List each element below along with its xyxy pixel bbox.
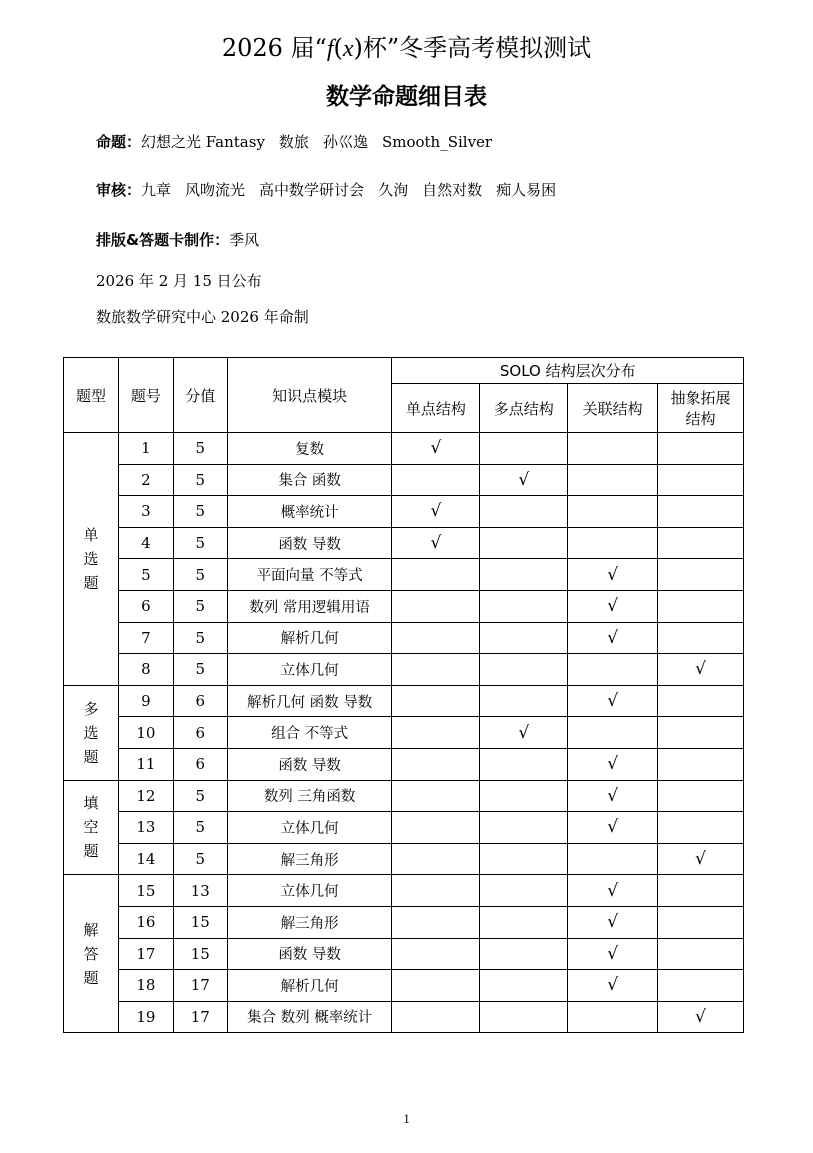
score-cell: 13 [173, 875, 227, 907]
knowledge-cell: 立体几何 [227, 875, 392, 907]
check-mark-icon: √ [607, 912, 619, 933]
question-number-cell: 5 [118, 559, 173, 591]
category-char: 选 [83, 549, 99, 568]
score-cell: 15 [173, 938, 227, 970]
knowledge-cell: 组合 不等式 [227, 717, 392, 749]
level-cell [658, 812, 744, 844]
check-mark-icon: √ [607, 627, 619, 648]
check-mark-icon: √ [695, 1006, 706, 1027]
reviewer-label: 审核： [96, 181, 142, 199]
level-cell [480, 685, 568, 717]
knowledge-cell: 函数 导数 [227, 938, 392, 970]
reviewer-name: 自然对数 [422, 181, 483, 199]
table-row [64, 527, 744, 559]
level-cell [658, 654, 744, 686]
header-level-single: 单点结构 [392, 384, 480, 433]
layout-line [96, 229, 259, 250]
level-cell [480, 717, 568, 749]
score-cell: 5 [173, 464, 227, 496]
knowledge-cell: 集合 数列 概率统计 [227, 1001, 392, 1033]
question-number-cell: 15 [118, 875, 173, 907]
check-mark-icon: √ [607, 691, 619, 712]
knowledge-cell: 函数 导数 [227, 748, 392, 780]
proposer-label: 命题： [96, 133, 142, 151]
level-cell [658, 780, 744, 812]
category-char: 解 [83, 920, 99, 939]
level-cell [392, 496, 480, 528]
category-cell [64, 780, 119, 875]
reviewer-names [141, 181, 570, 199]
title-x-symbol: x [342, 36, 354, 62]
level-cell [392, 1001, 480, 1033]
title-prefix: 2026 届“ [221, 34, 327, 62]
level-cell [480, 622, 568, 654]
proposer-line [96, 131, 506, 152]
level-cell [568, 780, 658, 812]
level-cell [658, 433, 744, 465]
level-cell [392, 812, 480, 844]
question-number-cell: 14 [118, 843, 173, 875]
level-cell [480, 843, 568, 875]
category-char: 题 [83, 842, 99, 861]
level-cell [568, 875, 658, 907]
level-cell [480, 875, 568, 907]
proposer-name: 幻想之光 Fantasy [141, 133, 265, 151]
category-char: 多 [83, 699, 99, 718]
score-cell: 5 [173, 527, 227, 559]
check-mark-icon: √ [607, 975, 619, 996]
level-cell [658, 938, 744, 970]
level-cell [658, 590, 744, 622]
level-cell [658, 906, 744, 938]
layout-label: 排版&答题卡制作： [96, 231, 230, 249]
check-mark-icon: √ [430, 438, 442, 459]
table-row [64, 843, 744, 875]
knowledge-cell: 立体几何 [227, 812, 392, 844]
proposer-name: 数旅 [278, 133, 309, 151]
level-cell [568, 527, 658, 559]
level-cell [392, 527, 480, 559]
level-cell [480, 812, 568, 844]
score-cell: 5 [173, 812, 227, 844]
category-char: 题 [83, 968, 99, 987]
table-row [64, 812, 744, 844]
level-cell [658, 1001, 744, 1033]
level-cell [568, 812, 658, 844]
score-cell: 5 [173, 654, 227, 686]
level-cell [392, 843, 480, 875]
level-cell [480, 496, 568, 528]
score-cell: 5 [173, 843, 227, 875]
table-row [64, 1001, 744, 1033]
level-cell [392, 875, 480, 907]
table-row [64, 496, 744, 528]
level-cell [658, 748, 744, 780]
header-knowledge: 知识点模块 [227, 358, 392, 433]
title-f-symbol: f [326, 36, 334, 62]
score-cell: 17 [173, 970, 227, 1002]
knowledge-cell: 立体几何 [227, 654, 392, 686]
level-cell [568, 464, 658, 496]
knowledge-cell: 函数 导数 [227, 527, 392, 559]
table-row [64, 654, 744, 686]
knowledge-cell: 数列 常用逻辑用语 [227, 590, 392, 622]
proposer-names [141, 133, 506, 151]
check-mark-icon: √ [695, 659, 706, 680]
check-mark-icon: √ [607, 564, 619, 585]
level-cell [658, 527, 744, 559]
question-number-cell: 19 [118, 1001, 173, 1033]
table-row [64, 622, 744, 654]
level-cell [658, 717, 744, 749]
check-mark-icon: √ [607, 754, 619, 775]
knowledge-cell: 概率统计 [227, 496, 392, 528]
level-cell [658, 464, 744, 496]
table-row [64, 559, 744, 591]
table-row [64, 906, 744, 938]
level-cell [568, 748, 658, 780]
category-cell [64, 875, 119, 1033]
question-number-cell: 2 [118, 464, 173, 496]
score-cell: 15 [173, 906, 227, 938]
title-suffix: )杯”冬季高考模拟测试 [353, 34, 592, 62]
level-cell [480, 748, 568, 780]
level-cell [568, 685, 658, 717]
reviewer-name: 风吻流光 [185, 181, 246, 199]
question-number-cell: 9 [118, 685, 173, 717]
question-number-cell: 4 [118, 527, 173, 559]
question-number-cell: 16 [118, 906, 173, 938]
level-cell [568, 654, 658, 686]
level-cell [392, 685, 480, 717]
header-solo: SOLO 结构层次分布 [392, 358, 744, 384]
knowledge-cell: 数列 三角函数 [227, 780, 392, 812]
question-number-cell: 8 [118, 654, 173, 686]
level-cell [658, 875, 744, 907]
knowledge-cell: 解三角形 [227, 906, 392, 938]
reviewer-name: 痴人易困 [496, 181, 557, 199]
level-cell [480, 654, 568, 686]
level-cell [568, 496, 658, 528]
level-cell [392, 748, 480, 780]
question-number-cell: 11 [118, 748, 173, 780]
score-cell: 17 [173, 1001, 227, 1033]
category-cell [64, 433, 119, 686]
level-cell [480, 464, 568, 496]
header-number: 题号 [118, 358, 173, 433]
level-cell [658, 970, 744, 1002]
page-subtitle: 数学命题细目表 [326, 84, 487, 110]
question-number-cell: 1 [118, 433, 173, 465]
score-cell: 6 [173, 685, 227, 717]
level-cell [392, 622, 480, 654]
table-row [64, 433, 744, 465]
table-row [64, 685, 744, 717]
question-number-cell: 7 [118, 622, 173, 654]
question-number-cell: 13 [118, 812, 173, 844]
level-cell [658, 559, 744, 591]
question-number-cell: 17 [118, 938, 173, 970]
level-cell [480, 780, 568, 812]
score-cell: 6 [173, 717, 227, 749]
category-char: 答 [83, 944, 99, 963]
level-cell [392, 464, 480, 496]
check-mark-icon: √ [607, 596, 619, 617]
score-cell: 5 [173, 433, 227, 465]
level-cell [658, 496, 744, 528]
reviewer-name: 久洵 [378, 181, 409, 199]
level-cell [392, 938, 480, 970]
score-cell: 6 [173, 748, 227, 780]
layout-person: 季风 [229, 231, 260, 249]
header-level-multi: 多点结构 [480, 384, 568, 433]
level-cell [568, 906, 658, 938]
reviewer-name: 九章 [141, 181, 172, 199]
level-cell [568, 433, 658, 465]
level-cell [568, 843, 658, 875]
level-cell [392, 654, 480, 686]
category-char: 选 [83, 723, 99, 742]
level-cell [480, 938, 568, 970]
knowledge-cell: 解析几何 函数 导数 [227, 685, 392, 717]
category-char: 题 [83, 573, 99, 592]
level-cell [568, 559, 658, 591]
check-mark-icon: √ [607, 785, 619, 806]
score-cell: 5 [173, 780, 227, 812]
knowledge-cell: 解三角形 [227, 843, 392, 875]
level-cell [392, 906, 480, 938]
check-mark-icon: √ [607, 943, 619, 964]
score-cell: 5 [173, 559, 227, 591]
level-cell [480, 906, 568, 938]
level-cell [568, 717, 658, 749]
score-cell: 5 [173, 622, 227, 654]
level-cell [568, 938, 658, 970]
table-row [64, 464, 744, 496]
level-cell [480, 590, 568, 622]
check-mark-icon: √ [607, 880, 619, 901]
level-cell [568, 1001, 658, 1033]
score-cell: 5 [173, 496, 227, 528]
header-level-relational: 关联结构 [568, 384, 658, 433]
research-center: 数旅数学研究中心 2026 年命制 [96, 308, 309, 326]
level-cell [480, 559, 568, 591]
category-char: 题 [83, 747, 99, 766]
question-number-cell: 10 [118, 717, 173, 749]
table-row [64, 590, 744, 622]
spec-table-body [64, 433, 744, 1033]
question-number-cell: 18 [118, 970, 173, 1002]
table-row [64, 748, 744, 780]
level-cell [392, 590, 480, 622]
level-cell [568, 970, 658, 1002]
level-cell [480, 970, 568, 1002]
question-number-cell: 3 [118, 496, 173, 528]
proposer-name: 孙巛逸 [322, 133, 368, 151]
level-cell [392, 717, 480, 749]
level-cell [392, 433, 480, 465]
knowledge-cell: 集合 函数 [227, 464, 392, 496]
check-mark-icon: √ [695, 849, 706, 870]
page-number: 1 [403, 1111, 410, 1126]
category-char: 空 [83, 818, 99, 837]
table-row [64, 780, 744, 812]
check-mark-icon: √ [430, 533, 442, 554]
knowledge-cell: 解析几何 [227, 970, 392, 1002]
level-cell [568, 590, 658, 622]
table-row [64, 875, 744, 907]
question-number-cell: 12 [118, 780, 173, 812]
question-number-cell: 6 [118, 590, 173, 622]
header-score: 分值 [173, 358, 227, 433]
table-row [64, 717, 744, 749]
header-type: 题型 [64, 358, 119, 433]
category-cell [64, 685, 119, 780]
score-cell: 5 [173, 590, 227, 622]
level-cell [392, 970, 480, 1002]
spec-table [63, 357, 744, 1033]
check-mark-icon: √ [430, 501, 442, 522]
reviewer-line [96, 179, 570, 200]
category-char: 填 [83, 794, 99, 813]
level-cell [568, 622, 658, 654]
level-cell [392, 780, 480, 812]
check-mark-icon: √ [518, 722, 530, 743]
level-cell [480, 1001, 568, 1033]
title-paren: ( [333, 34, 343, 62]
publish-date: 2026 年 2 月 15 日公布 [96, 272, 262, 290]
knowledge-cell: 解析几何 [227, 622, 392, 654]
level-cell [480, 433, 568, 465]
level-cell [480, 527, 568, 559]
reviewer-name: 高中数学研讨会 [259, 181, 365, 199]
table-row [64, 970, 744, 1002]
table-row [64, 938, 744, 970]
level-cell [658, 843, 744, 875]
category-char: 单 [83, 525, 99, 544]
proposer-name: Smooth_Silver [381, 133, 493, 151]
check-mark-icon: √ [607, 817, 619, 838]
page-title [0, 28, 813, 63]
level-cell [658, 685, 744, 717]
knowledge-cell: 复数 [227, 433, 392, 465]
level-cell [392, 559, 480, 591]
level-cell [658, 622, 744, 654]
check-mark-icon: √ [518, 469, 530, 490]
header-level-abstract: 抽象拓展结构 [658, 384, 744, 433]
knowledge-cell: 平面向量 不等式 [227, 559, 392, 591]
